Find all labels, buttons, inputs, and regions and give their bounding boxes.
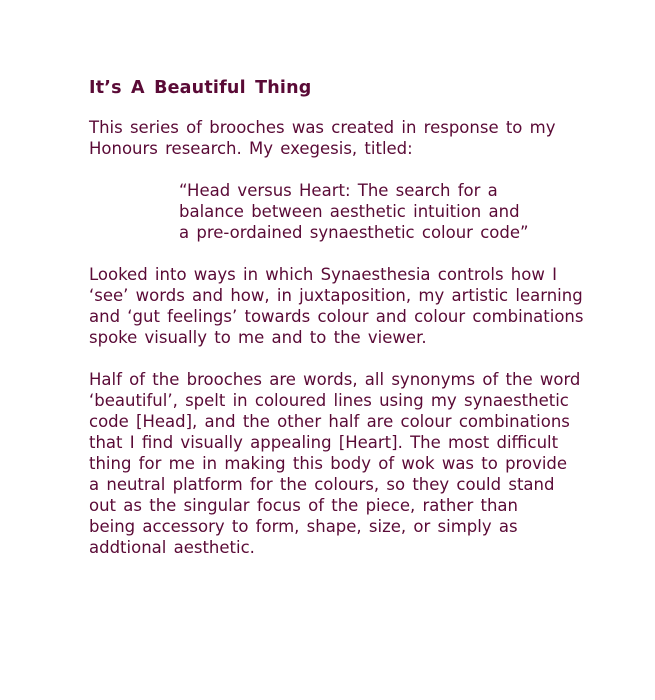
- paragraph-line: a neutral platform for the colours, so they could stand: [89, 475, 555, 494]
- paragraph-line: spoke visually to me and to the viewer.: [89, 328, 427, 347]
- paragraph-line: that I find visually appealing [Heart]. The most difficult: [89, 433, 559, 452]
- quote-line: a pre-ordained synaesthetic colour code”: [179, 223, 529, 242]
- paragraph-line: Looked into ways in which Synaesthesia controls how I: [89, 265, 557, 284]
- page-title: It’s A Beautiful Thing: [89, 78, 312, 98]
- paragraph-line: thing for me in making this body of wok was to provide: [89, 454, 568, 473]
- article: [89, 74, 609, 558]
- paragraph-line: being accessory to form, shape, size, or simply as: [89, 517, 518, 536]
- paragraph-line: out as the singular focus of the piece, rather than: [89, 496, 519, 515]
- paragraph-line: and ‘gut feelings’ towards colour and colour combinations: [89, 307, 584, 326]
- intro-line: Honours research. My exegesis, titled:: [89, 139, 413, 158]
- paragraph-line: Half of the brooches are words, all synonyms of the word: [89, 370, 581, 389]
- paragraph-line: ‘see’ words and how, in juxtaposition, my artistic learning: [89, 286, 583, 305]
- brooches-paragraph: [89, 369, 609, 558]
- paragraph-line: ‘beautiful’, spelt in coloured lines using my synaesthetic: [89, 391, 569, 410]
- synaesthesia-paragraph: [89, 264, 609, 348]
- quote-line: “Head versus Heart: The search for a: [179, 181, 498, 200]
- exegesis-title-quote: [89, 180, 609, 243]
- intro-paragraph: [89, 117, 609, 159]
- quote-line: balance between aesthetic intuition and: [179, 202, 520, 221]
- intro-line: This series of brooches was created in response to my: [89, 118, 556, 137]
- paragraph-line: addtional aesthetic.: [89, 538, 255, 557]
- paragraph-line: code [Head], and the other half are colour combinations: [89, 412, 570, 431]
